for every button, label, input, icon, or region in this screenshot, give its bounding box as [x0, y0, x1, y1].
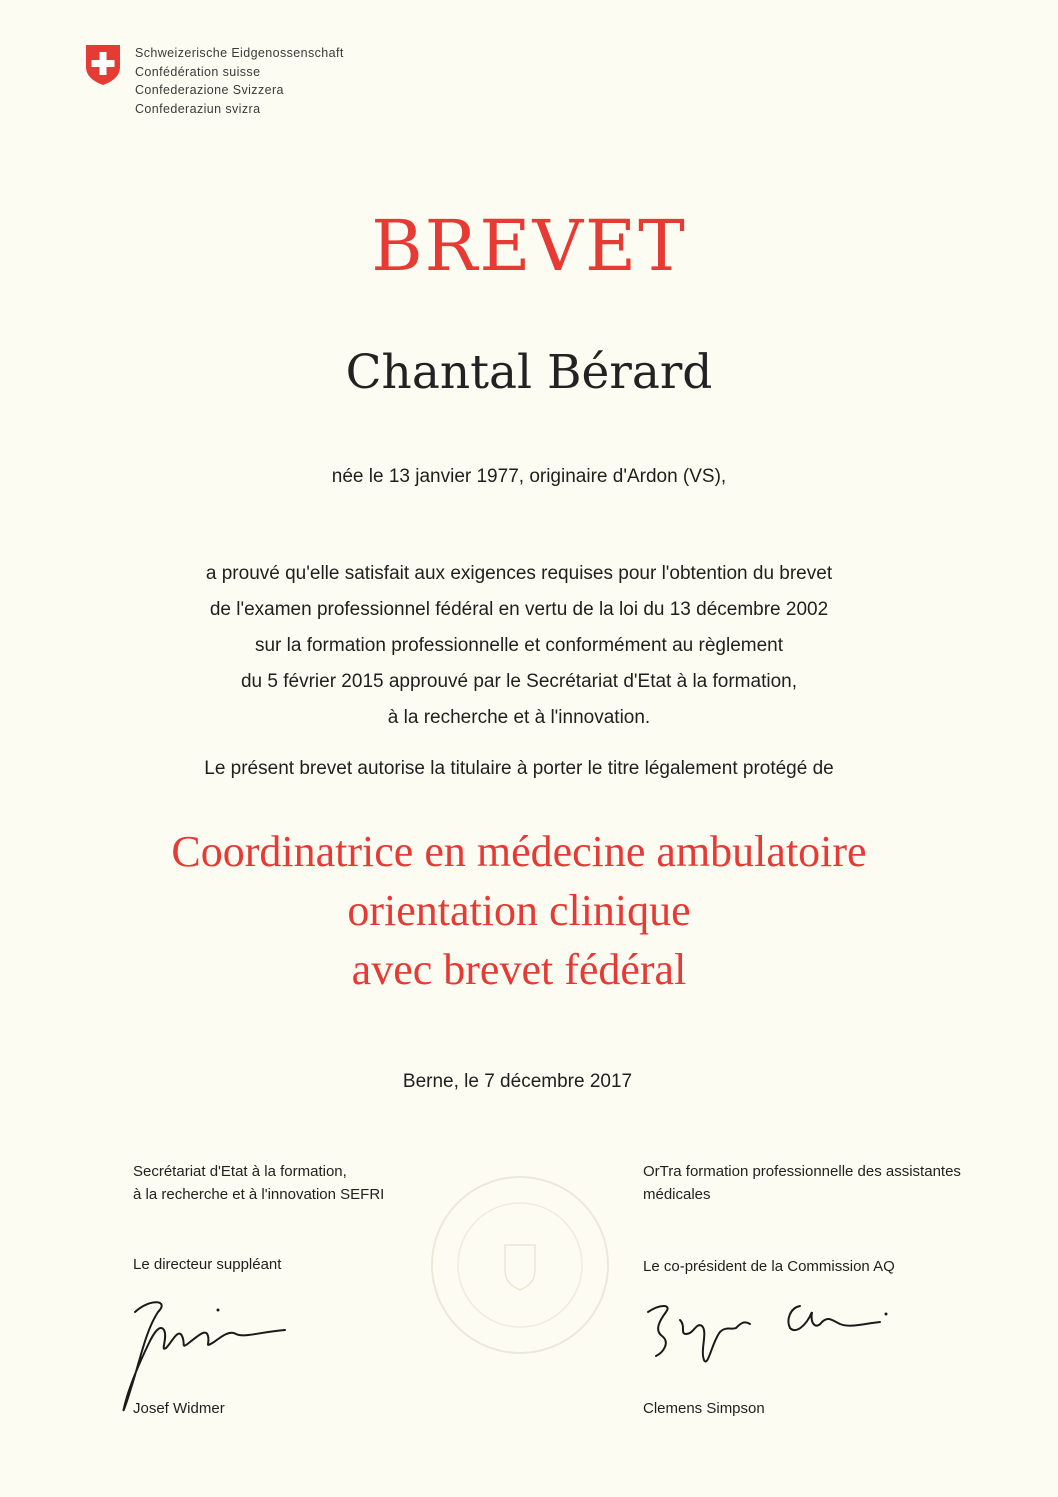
left-signatory-role: Le directeur suppléant	[133, 1256, 282, 1273]
federal-header-line: Confederaziun svizra	[135, 101, 261, 116]
right-signature-icon	[640, 1290, 900, 1380]
holder-name: Chantal Bérard	[345, 345, 713, 400]
federal-header-line: Schweizerische Eidgenossenschaft	[135, 46, 344, 60]
degree-line: Coordinatrice en médecine ambulatoire	[171, 827, 867, 876]
body-line: à la recherche et à l'innovation.	[387, 707, 651, 728]
place-date: Berne, le 7 décembre 2017	[402, 1071, 633, 1092]
left-signatory-org	[133, 1160, 384, 1206]
federal-header-line: Confédération suisse	[135, 64, 261, 79]
right-signatory-name: Clemens Simpson	[643, 1400, 765, 1417]
body-text	[0, 556, 1038, 736]
federal-header	[135, 44, 344, 118]
document-title: BREVET	[371, 205, 687, 287]
degree-line: avec brevet fédéral	[351, 945, 687, 994]
degree-line: orientation clinique	[347, 886, 691, 935]
left-signatory-name: Josef Widmer	[133, 1400, 225, 1417]
body-line: du 5 février 2015 approuvé par le Secrétariat d'Etat à la formation,	[240, 671, 797, 692]
authorization-line: Le présent brevet autorise la titulaire à porter le titre légalement protégé de	[204, 758, 834, 779]
birth-line: née le 13 janvier 1977, originaire d'Ardon (VS),	[331, 466, 727, 487]
body-line: sur la formation professionnelle et conformément au règlement	[254, 635, 784, 656]
swiss-shield-icon	[84, 43, 122, 86]
embossed-seal-icon	[425, 1170, 615, 1360]
degree-title	[0, 822, 1038, 999]
body-line: de l'examen professionnel fédéral en vertu de la loi du 13 décembre 2002	[209, 599, 829, 620]
org-line: médicales	[643, 1186, 711, 1203]
right-signatory-role: Le co-président de la Commission AQ	[643, 1258, 895, 1275]
org-line: OrTra formation professionnelle des assistantes	[643, 1163, 961, 1180]
federal-header-line: Confederazione Svizzera	[135, 83, 284, 98]
right-signatory-org	[643, 1160, 961, 1206]
body-line: a prouvé qu'elle satisfait aux exigences requises pour l'obtention du brevet	[205, 563, 833, 584]
org-line: Secrétariat d'Etat à la formation,	[133, 1163, 347, 1180]
org-line: à la recherche et à l'innovation SEFRI	[133, 1186, 385, 1203]
